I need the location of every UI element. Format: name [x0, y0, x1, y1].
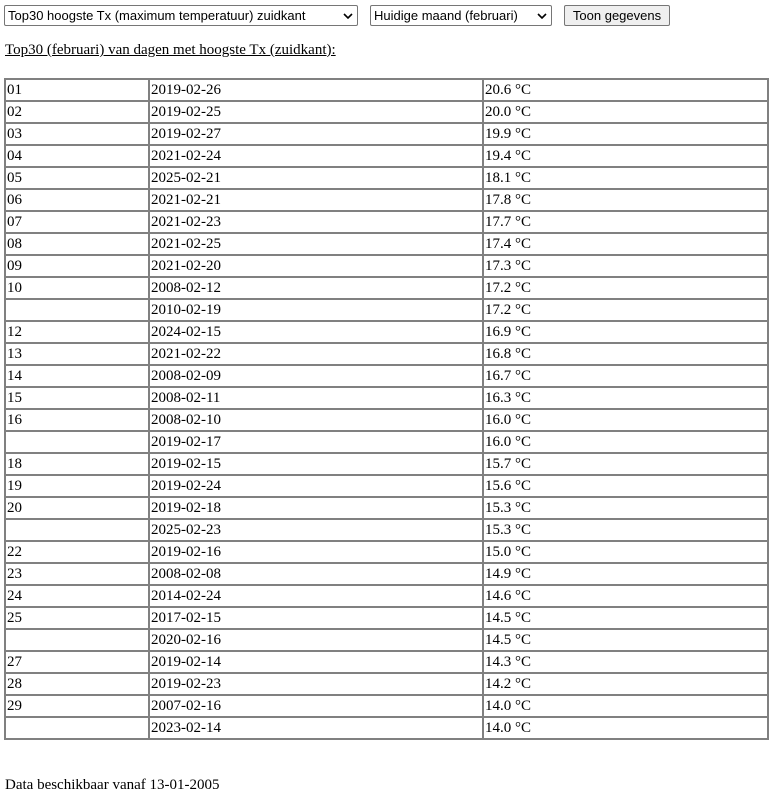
temperature-cell: 16.0 °C — [483, 409, 768, 431]
rank-cell — [5, 431, 149, 453]
type-select[interactable] — [4, 5, 358, 26]
table-row — [5, 673, 768, 695]
table-row — [5, 255, 768, 277]
table-row — [5, 717, 768, 739]
date-cell: 2007-02-16 — [149, 695, 483, 717]
temperature-cell: 15.7 °C — [483, 453, 768, 475]
temperature-cell: 20.0 °C — [483, 101, 768, 123]
table-row — [5, 409, 768, 431]
table-row — [5, 541, 768, 563]
date-cell: 2019-02-16 — [149, 541, 483, 563]
rank-cell: 01 — [5, 79, 149, 101]
rank-cell: 09 — [5, 255, 149, 277]
temperature-cell: 16.3 °C — [483, 387, 768, 409]
rank-cell: 03 — [5, 123, 149, 145]
table-row — [5, 211, 768, 233]
rank-cell: 05 — [5, 167, 149, 189]
temperature-cell: 16.0 °C — [483, 431, 768, 453]
results-table-body — [5, 79, 768, 739]
rank-cell: 24 — [5, 585, 149, 607]
table-row — [5, 585, 768, 607]
date-cell: 2021-02-22 — [149, 343, 483, 365]
date-cell: 2019-02-26 — [149, 79, 483, 101]
rank-cell — [5, 519, 149, 541]
table-row — [5, 431, 768, 453]
rank-cell: 04 — [5, 145, 149, 167]
rank-cell: 18 — [5, 453, 149, 475]
temperature-cell: 14.0 °C — [483, 717, 768, 739]
table-row — [5, 123, 768, 145]
table-row — [5, 79, 768, 101]
temperature-cell: 16.7 °C — [483, 365, 768, 387]
date-cell: 2021-02-23 — [149, 211, 483, 233]
rank-cell: 10 — [5, 277, 149, 299]
rank-cell: 13 — [5, 343, 149, 365]
rank-cell: 15 — [5, 387, 149, 409]
temperature-cell: 15.3 °C — [483, 519, 768, 541]
table-row — [5, 387, 768, 409]
date-cell: 2025-02-23 — [149, 519, 483, 541]
date-cell: 2019-02-15 — [149, 453, 483, 475]
date-cell: 2021-02-21 — [149, 189, 483, 211]
table-row — [5, 167, 768, 189]
page-title: Top30 (februari) van dagen met hoogste Tx (zuidkant): — [5, 42, 336, 58]
table-row — [5, 189, 768, 211]
table-row — [5, 519, 768, 541]
rank-cell: 28 — [5, 673, 149, 695]
date-cell: 2019-02-14 — [149, 651, 483, 673]
rank-cell: 22 — [5, 541, 149, 563]
temperature-cell: 17.7 °C — [483, 211, 768, 233]
rank-cell: 27 — [5, 651, 149, 673]
date-cell: 2025-02-21 — [149, 167, 483, 189]
date-cell: 2008-02-11 — [149, 387, 483, 409]
date-cell: 2019-02-25 — [149, 101, 483, 123]
rank-cell — [5, 717, 149, 739]
table-row — [5, 343, 768, 365]
table-row — [5, 629, 768, 651]
temperature-cell: 14.6 °C — [483, 585, 768, 607]
table-row — [5, 607, 768, 629]
rank-cell: 08 — [5, 233, 149, 255]
date-cell: 2010-02-19 — [149, 299, 483, 321]
date-cell: 2008-02-10 — [149, 409, 483, 431]
table-row — [5, 145, 768, 167]
date-cell: 2021-02-20 — [149, 255, 483, 277]
type-select-value: Top30 hoogste Tx (maximum temperatuur) zuidkant — [8, 8, 306, 23]
period-select[interactable] — [370, 5, 552, 26]
date-cell: 2019-02-17 — [149, 431, 483, 453]
rank-cell: 16 — [5, 409, 149, 431]
rank-cell: 06 — [5, 189, 149, 211]
temperature-cell: 17.2 °C — [483, 277, 768, 299]
table-row — [5, 365, 768, 387]
temperature-cell: 14.3 °C — [483, 651, 768, 673]
temperature-cell: 17.2 °C — [483, 299, 768, 321]
date-cell: 2023-02-14 — [149, 717, 483, 739]
rank-cell — [5, 299, 149, 321]
rank-cell: 20 — [5, 497, 149, 519]
temperature-cell: 17.4 °C — [483, 233, 768, 255]
chevron-down-icon — [341, 6, 355, 25]
rank-cell: 07 — [5, 211, 149, 233]
date-cell: 2019-02-23 — [149, 673, 483, 695]
temperature-cell: 15.3 °C — [483, 497, 768, 519]
table-row — [5, 563, 768, 585]
table-row — [5, 453, 768, 475]
date-cell: 2008-02-09 — [149, 365, 483, 387]
table-row — [5, 651, 768, 673]
date-cell: 2024-02-15 — [149, 321, 483, 343]
temperature-cell: 18.1 °C — [483, 167, 768, 189]
temperature-cell: 16.9 °C — [483, 321, 768, 343]
rank-cell: 14 — [5, 365, 149, 387]
table-row — [5, 475, 768, 497]
date-cell: 2021-02-25 — [149, 233, 483, 255]
rank-cell: 19 — [5, 475, 149, 497]
temperature-cell: 14.9 °C — [483, 563, 768, 585]
date-cell: 2014-02-24 — [149, 585, 483, 607]
date-cell: 2017-02-15 — [149, 607, 483, 629]
temperature-cell: 14.5 °C — [483, 607, 768, 629]
show-data-button[interactable]: Toon gegevens — [564, 5, 670, 26]
table-row — [5, 277, 768, 299]
temperature-cell: 17.3 °C — [483, 255, 768, 277]
results-table — [4, 78, 769, 740]
rank-cell: 29 — [5, 695, 149, 717]
period-select-value: Huidige maand (februari) — [374, 8, 518, 23]
rank-cell: 12 — [5, 321, 149, 343]
table-row — [5, 233, 768, 255]
table-row — [5, 497, 768, 519]
temperature-cell: 14.0 °C — [483, 695, 768, 717]
table-row — [5, 695, 768, 717]
temperature-cell: 15.6 °C — [483, 475, 768, 497]
table-row — [5, 321, 768, 343]
date-cell: 2008-02-12 — [149, 277, 483, 299]
temperature-cell: 14.2 °C — [483, 673, 768, 695]
chevron-down-icon — [535, 6, 549, 25]
temperature-cell: 19.4 °C — [483, 145, 768, 167]
table-row — [5, 101, 768, 123]
rank-cell: 23 — [5, 563, 149, 585]
rank-cell: 02 — [5, 101, 149, 123]
temperature-cell: 14.5 °C — [483, 629, 768, 651]
date-cell: 2021-02-24 — [149, 145, 483, 167]
date-cell: 2019-02-27 — [149, 123, 483, 145]
date-cell: 2019-02-24 — [149, 475, 483, 497]
date-cell: 2008-02-08 — [149, 563, 483, 585]
temperature-cell: 15.0 °C — [483, 541, 768, 563]
temperature-cell: 19.9 °C — [483, 123, 768, 145]
date-cell: 2019-02-18 — [149, 497, 483, 519]
rank-cell — [5, 629, 149, 651]
data-availability-note: Data beschikbaar vanaf 13-01-2005 — [5, 777, 220, 793]
temperature-cell: 16.8 °C — [483, 343, 768, 365]
temperature-cell: 20.6 °C — [483, 79, 768, 101]
date-cell: 2020-02-16 — [149, 629, 483, 651]
rank-cell: 25 — [5, 607, 149, 629]
table-row — [5, 299, 768, 321]
temperature-cell: 17.8 °C — [483, 189, 768, 211]
